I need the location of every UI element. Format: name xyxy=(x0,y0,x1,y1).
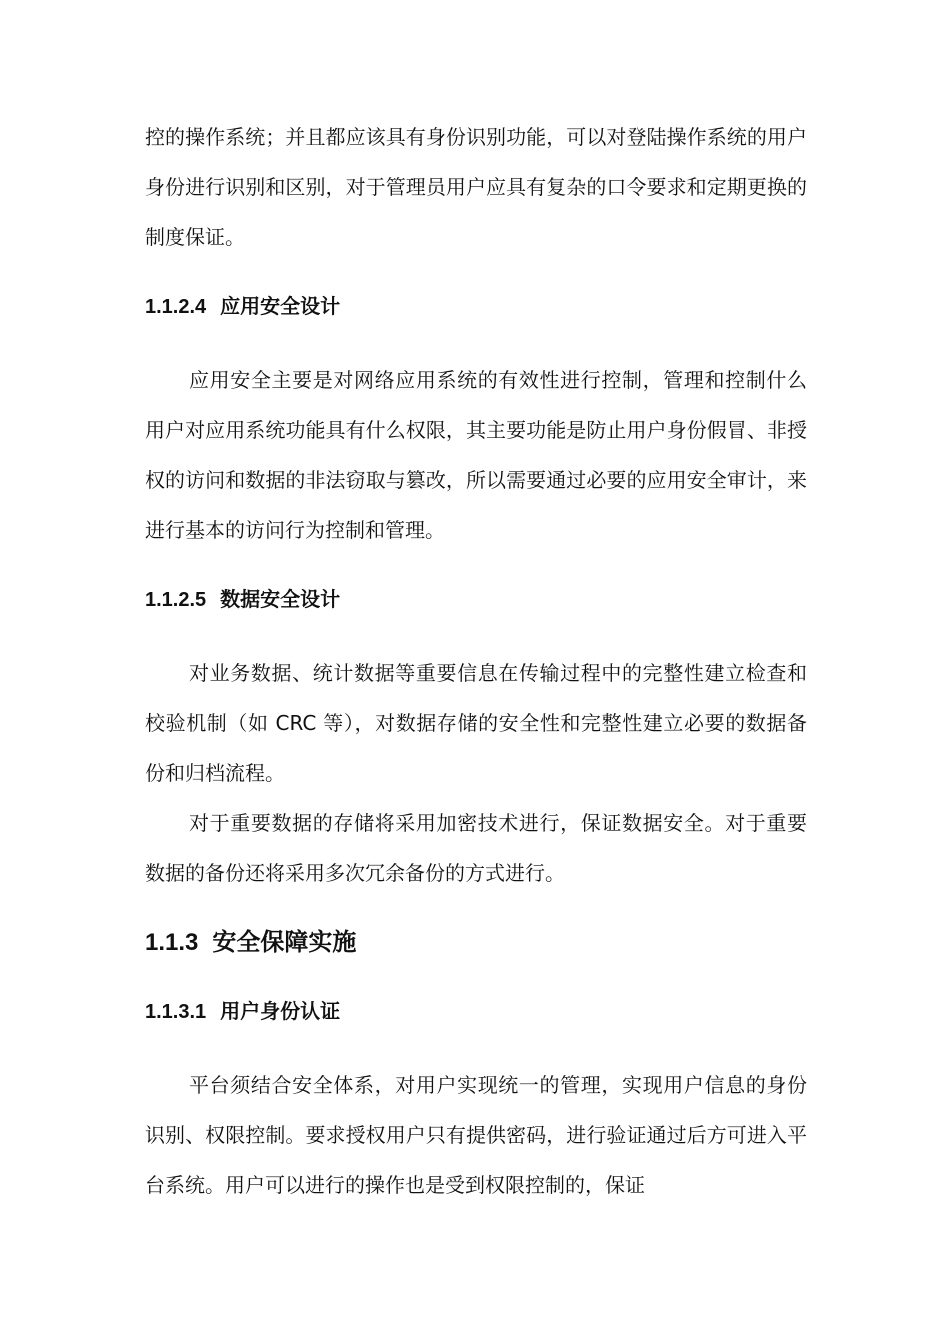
paragraph-1125-a: 对业务数据、统计数据等重要信息在传输过程中的完整性建立检查和校验机制（如 CRC 等），对数据存储的安全性和完整性建立必要的数据备份和归档流程。 xyxy=(145,661,807,785)
paragraph-1125-b: 对于重要数据的存储将采用加密技术进行，保证数据安全。对于重要数据的备份还将采用多次冗余备份的方式进行。 xyxy=(145,811,807,885)
paragraph-1124: 应用安全主要是对网络应用系统的有效性进行控制，管理和控制什么用户对应用系统功能具有什么权限，其主要功能是防止用户身份假冒、非授权的访问和数据的非法窃取与篡改，所以需要通过必要的应用安全审计，来进行基本的访问行为控制和管理。 xyxy=(145,368,807,542)
heading-1124-title: 应用安全设计 xyxy=(220,296,341,318)
heading-113-number: 1.1.3 xyxy=(145,929,199,956)
heading-1124-number: 1.1.2.4 xyxy=(145,296,207,318)
heading-1125 xyxy=(145,588,807,612)
heading-1125-title: 数据安全设计 xyxy=(220,589,341,611)
heading-113 xyxy=(145,928,807,958)
heading-1131-title: 用户身份认证 xyxy=(220,1001,341,1023)
paragraph-1131: 平台须结合安全体系，对用户实现统一的管理，实现用户信息的身份识别、权限控制。要求授权用户只有提供密码，进行验证通过后方可进入平台系统。用户可以进行的操作也是受到权限控制的，保证 xyxy=(145,1073,807,1197)
heading-113-title: 安全保障实施 xyxy=(212,929,357,956)
heading-1131-number: 1.1.3.1 xyxy=(145,1001,207,1023)
heading-1131 xyxy=(145,1000,807,1024)
continuation-paragraph: 控的操作系统；并且都应该具有身份识别功能，可以对登陆操作系统的用户身份进行识别和区别，对于管理员用户应具有复杂的口令要求和定期更换的制度保证。 xyxy=(145,125,807,249)
heading-1124 xyxy=(145,295,807,319)
document-page xyxy=(145,112,807,1210)
heading-1125-number: 1.1.2.5 xyxy=(145,589,207,611)
